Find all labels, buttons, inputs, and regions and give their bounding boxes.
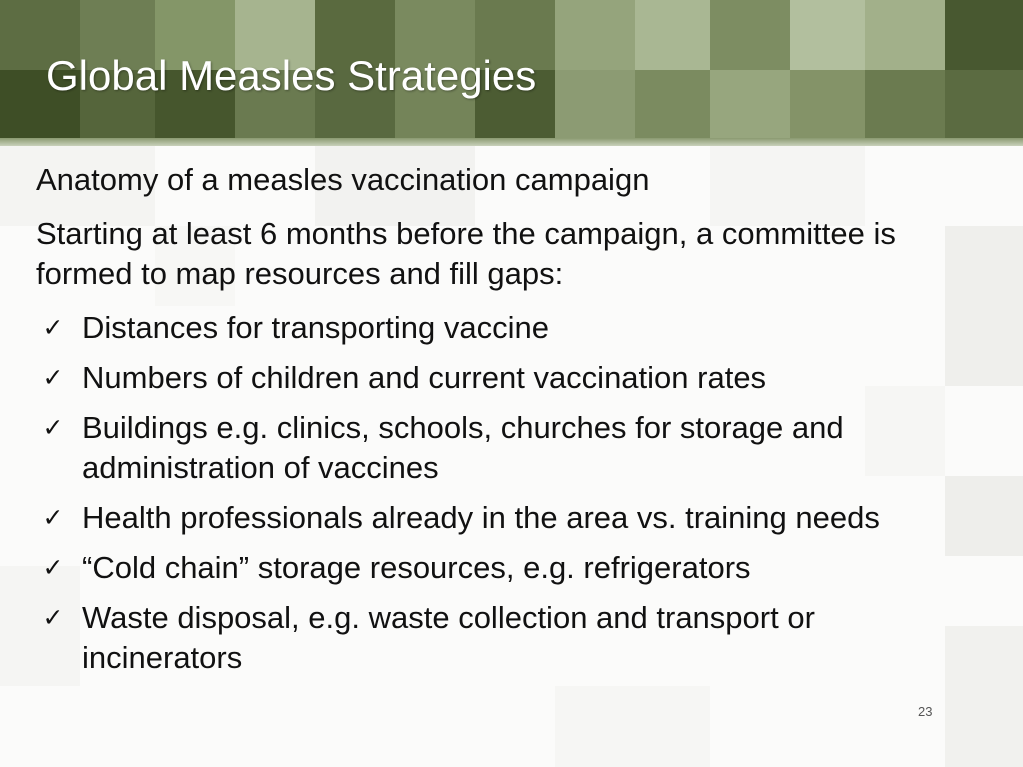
check-icon: ✓ xyxy=(42,363,64,392)
check-icon: ✓ xyxy=(42,503,64,532)
slide-subtitle: Anatomy of a measles vaccination campaign xyxy=(36,162,650,197)
list-item xyxy=(36,308,956,348)
list-item xyxy=(36,408,956,488)
list-item xyxy=(36,358,956,398)
list-item-text: Waste disposal, e.g. waste collection and transport or incinerators xyxy=(82,600,815,675)
list-item-text: Distances for transporting vaccine xyxy=(82,310,549,345)
bullet-list xyxy=(36,308,956,678)
slide-content xyxy=(36,160,956,688)
intro-paragraph: Starting at least 6 months before the campaign, a committee is formed to map resources and fill gaps: xyxy=(36,216,896,291)
list-item xyxy=(36,498,956,538)
check-icon: ✓ xyxy=(42,553,64,582)
list-item xyxy=(36,598,956,678)
list-item-text: “Cold chain” storage resources, e.g. refrigerators xyxy=(82,550,751,585)
list-item-text: Health professionals already in the area vs. training needs xyxy=(82,500,880,535)
list-item-text: Numbers of children and current vaccination rates xyxy=(82,360,767,395)
list-item xyxy=(36,548,956,588)
slide-header xyxy=(0,0,1023,138)
check-icon: ✓ xyxy=(42,313,64,342)
page-number: 23 xyxy=(918,704,933,719)
check-icon: ✓ xyxy=(42,603,64,632)
slide-title: Global Measles Strategies xyxy=(46,52,537,99)
header-divider xyxy=(0,138,1023,146)
check-icon: ✓ xyxy=(42,413,64,442)
list-item-text: Buildings e.g. clinics, schools, churches for storage and administration of vaccines xyxy=(82,410,844,485)
